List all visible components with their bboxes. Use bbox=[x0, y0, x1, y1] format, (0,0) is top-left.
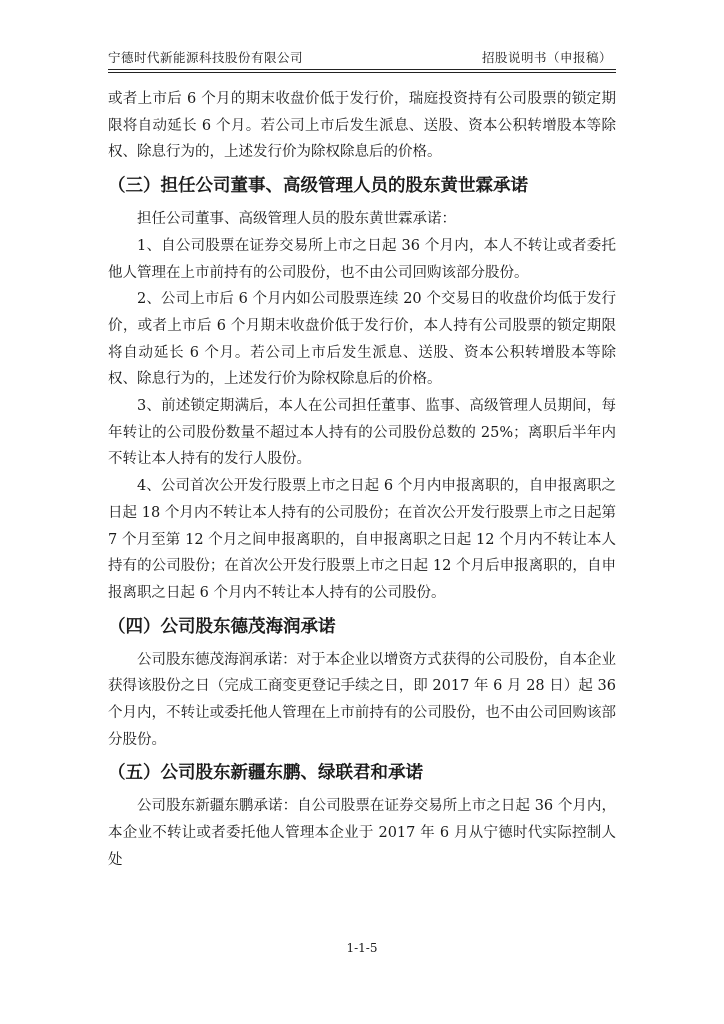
header-document-type: 招股说明书（申报稿） bbox=[481, 50, 612, 65]
section-heading-4: （四）公司股东德茂海润承诺 bbox=[108, 616, 336, 637]
section-5-paragraph: 公司股东新疆东鹏承诺：自公司股票在证券交易所上市之日起 36 个月内，本企业不转让或者委托他人管理本企业于 2017 年 6 月从宁德时代实际控制人处 bbox=[108, 798, 616, 868]
section-3-item-4: 4、公司首次公开发行股票上市之日起 6 个月内申报离职的，自申报离职之日起 18 个月内不转让本人持有的公司股份；在首次公开发行股票上市之日起第 7 个月至第 12 个月之间申报离职的，自申报离职之日起 12 个月内不转让本人持有的公司股份；在首次公开发行股票上市之日起 12 个月后申报离职的，自申报离职之日起 6 个月内不转让本人持有的公司股份。 bbox=[108, 478, 616, 601]
header-company-name: 宁德时代新能源科技股份有限公司 bbox=[108, 50, 304, 65]
section-3-intro: 担任公司董事、高级管理人员的股东黄世霖承诺： bbox=[137, 211, 456, 228]
section-3-item-2: 2、公司上市后 6 个月内如公司股票连续 20 个交易日的收盘价均低于发行价，或者上市后 6 个月期末收盘价低于发行价，本人持有公司股票的锁定期限将自动延长 6 个月。若公司上市后发生派息、送股、资本公积转增股本等除权、除息行为的，上述发行价为除权除息后的价格。 bbox=[108, 291, 616, 388]
section-3-item-1: 1、自公司股票在证券交易所上市之日起 36 个月内，本人不转让或者委托他人管理在上市前持有的公司股份，也不由公司回购该部分股份。 bbox=[108, 237, 616, 281]
document-body bbox=[108, 86, 616, 874]
paragraph-continued: 或者上市后 6 个月的期末收盘价低于发行价，瑞庭投资持有公司股票的锁定期限将自动延长 6 个月。若公司上市后发生派息、送股、资本公积转增股本等除权、除息行为的，上述发行价为除权除息后的价格。 bbox=[108, 91, 616, 161]
header-rule-thick bbox=[108, 69, 616, 70]
page-number: 1-1-5 bbox=[346, 941, 378, 955]
section-heading-5: （五）公司股东新疆东鹏、绿联君和承诺 bbox=[108, 763, 423, 784]
section-4-paragraph: 公司股东德茂海润承诺：对于本企业以增资方式获得的公司股份，自本企业获得该股份之日（完成工商变更登记手续之日，即 2017 年 6 月 28 日）起 36 个月内，不转让或委托他人管理在上市前持有的公司股份，也不由公司回购该部分股份。 bbox=[108, 651, 616, 748]
section-heading-3: （三）担任公司董事、高级管理人员的股东黄世霖承诺 bbox=[108, 176, 528, 197]
section-3-item-3: 3、前述锁定期满后，本人在公司担任董事、监事、高级管理人员期间，每年转让的公司股份数量不超过本人持有的公司股份总数的 25%；离职后半年内不转让本人持有的发行人股份。 bbox=[108, 398, 616, 468]
header-rule-thin bbox=[108, 72, 616, 73]
page-header bbox=[108, 44, 616, 66]
